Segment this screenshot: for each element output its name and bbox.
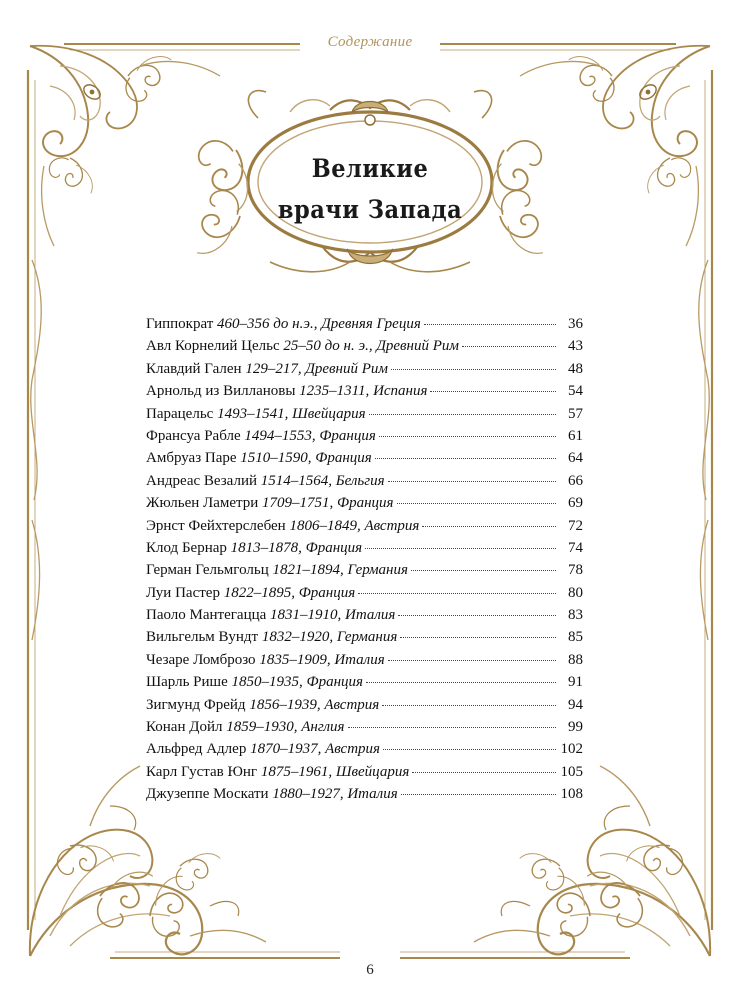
toc-entry-place: Германия: [336, 629, 398, 646]
toc-entry-page: 105: [560, 763, 583, 780]
toc-entry-years: 1235–1311,: [299, 383, 370, 400]
toc-entry-page: 61: [568, 427, 583, 444]
toc-entry-leader: [398, 615, 556, 616]
toc-entry-years: 1875–1961,: [260, 763, 333, 780]
toc-entry-place: Древний Рим: [376, 338, 459, 355]
toc-entry-name: Арнольд из Виллановы: [146, 383, 296, 400]
toc-entry-leader: [388, 660, 556, 661]
toc-entry-years: 1859–1930,: [226, 719, 298, 736]
toc-entry-page: 54: [568, 383, 583, 400]
toc-entry-page: 36: [568, 316, 583, 332]
toc-entry-place: Франция: [319, 427, 376, 444]
toc-entry-leader: [424, 324, 556, 325]
toc-entry[interactable]: [146, 383, 583, 405]
toc-entry-leader: [388, 481, 556, 482]
toc-entry-leader: [382, 705, 556, 706]
toc-entry-name: Парацельс: [146, 405, 214, 422]
toc-entry-name: Андреас Везалий: [146, 472, 257, 489]
toc-entry-place: Франция: [337, 495, 394, 512]
toc-entry-name: Вильгельм Вундт: [146, 629, 259, 646]
toc-entry-page: 80: [568, 584, 583, 601]
toc-entry-place: Швейцария: [335, 763, 410, 780]
toc-entry-years: 1514–1564,: [260, 472, 332, 489]
toc-entry-leader: [375, 458, 556, 459]
toc-entry-place: Франция: [306, 674, 363, 691]
page-number: 6: [366, 962, 374, 978]
toc-entry-leader: [422, 526, 556, 527]
toc-entry-page: 48: [568, 360, 583, 377]
toc-entry-leader: [348, 727, 557, 728]
toc-entry-name: Конан Дойл: [146, 719, 223, 736]
toc-entry-place: Древний Рим: [305, 360, 388, 377]
toc-entry-page: 85: [568, 629, 583, 646]
toc-entry[interactable]: [146, 786, 583, 808]
toc-entry[interactable]: [146, 607, 583, 629]
toc-entry-page: 91: [568, 674, 583, 691]
toc-entry[interactable]: [146, 428, 583, 450]
toc-entry-page: 74: [568, 539, 583, 556]
toc-entry-years: 1832–1920,: [261, 629, 334, 646]
toc-entry-place: Франция: [305, 539, 363, 556]
table-of-contents: [146, 316, 583, 809]
toc-entry-leader: [400, 637, 556, 638]
toc-entry-page: 83: [568, 607, 583, 624]
page-title: [270, 148, 470, 230]
toc-entry-place: Испания: [373, 383, 428, 400]
toc-entry-place: Италия: [334, 651, 385, 668]
toc-entry[interactable]: [146, 585, 583, 607]
toc-entry-place: Австрия: [324, 696, 380, 713]
toc-entry-place: Англия: [301, 719, 345, 736]
toc-entry-name: Франсуа Рабле: [146, 427, 241, 444]
toc-entry-leader: [412, 772, 556, 773]
toc-entry-page: 88: [568, 651, 583, 668]
toc-entry-page: 57: [568, 405, 583, 422]
toc-entry[interactable]: [146, 741, 583, 763]
running-head: Содержание: [327, 34, 413, 50]
toc-entry-leader: [397, 503, 556, 504]
toc-entry-page: 78: [568, 562, 583, 579]
toc-entry-leader: [430, 391, 556, 392]
toc-entry-leader: [379, 436, 556, 437]
toc-entry-years: 1856–1939,: [249, 696, 321, 713]
toc-entry-years: 1880–1927,: [272, 786, 344, 803]
toc-entry-place: Франция: [298, 584, 356, 601]
toc-entry-years: 1806–1849,: [289, 517, 361, 534]
toc-entry-leader: [383, 749, 556, 750]
toc-entry-years: 1709–1751,: [262, 495, 334, 512]
toc-entry[interactable]: [146, 495, 583, 517]
toc-entry-name: Клод Бернар: [146, 539, 227, 556]
toc-entry-years: 1494–1553,: [244, 427, 316, 444]
toc-entry-page: 102: [560, 741, 583, 758]
toc-entry-place: Бельгия: [335, 472, 385, 489]
toc-entry-leader: [462, 346, 556, 347]
toc-entry[interactable]: [146, 338, 583, 360]
title-line-2: врачи Запада: [277, 195, 463, 224]
toc-entry[interactable]: [146, 697, 583, 719]
toc-entry[interactable]: [146, 562, 583, 584]
toc-entry-years: 1821–1894,: [272, 562, 344, 579]
toc-entry-place: Италия: [347, 786, 398, 803]
toc-entry-page: 43: [568, 338, 583, 355]
toc-entry-years: 1822–1895,: [223, 584, 295, 601]
toc-entry-name: Эрнст Фейхтерслебен: [146, 517, 286, 534]
toc-entry-name: Шарль Рише: [146, 674, 228, 691]
toc-entry-name: Джузеппе Москати: [146, 786, 269, 803]
toc-entry-place: Франция: [315, 450, 372, 467]
toc-entry-name: Герман Гельмгольц: [146, 562, 269, 579]
toc-entry-name: Гиппократ: [146, 316, 214, 332]
toc-entry[interactable]: [146, 674, 583, 696]
toc-entry[interactable]: [146, 406, 583, 428]
toc-entry-place: Австрия: [325, 741, 381, 758]
toc-entry-page: 64: [568, 450, 583, 467]
title-line-1: Великие: [311, 154, 429, 183]
toc-entry-years: 129–217,: [245, 360, 302, 377]
toc-entry-page: 69: [568, 495, 583, 512]
toc-entry-name: Амбруаз Паре: [146, 450, 237, 467]
toc-entry[interactable]: [146, 764, 583, 786]
toc-entry-name: Жюльен Ламетри: [146, 495, 259, 512]
toc-entry[interactable]: [146, 540, 583, 562]
toc-entry-years: 1850–1935,: [231, 674, 303, 691]
toc-entry-years: 460–356 до н.э.,: [217, 316, 318, 332]
toc-entry-page: 66: [568, 472, 583, 489]
toc-entry-leader: [391, 369, 556, 370]
toc-entry-leader: [365, 548, 556, 549]
toc-entry[interactable]: [146, 629, 583, 651]
toc-entry-page: 72: [568, 517, 583, 534]
toc-entry-years: 1493–1541,: [217, 405, 289, 422]
toc-entry-years: 25–50 до н. э.,: [283, 338, 373, 355]
toc-entry-page: 94: [568, 696, 583, 713]
toc-entry-years: 1831–1910,: [270, 607, 342, 624]
toc-entry-place: Австрия: [364, 517, 420, 534]
toc-entry-place: Германия: [347, 562, 408, 579]
toc-entry-name: Клавдий Гален: [146, 360, 242, 377]
toc-entry-years: 1870–1937,: [250, 741, 322, 758]
toc-entry-leader: [369, 414, 556, 415]
toc-entry-leader: [366, 682, 556, 683]
toc-entry-place: Древняя Греция: [321, 316, 421, 332]
toc-entry-name: Карл Густав Юнг: [146, 763, 258, 780]
toc-entry[interactable]: [146, 450, 583, 472]
toc-entry[interactable]: [146, 652, 583, 674]
toc-entry-name: Луи Пастер: [146, 584, 220, 601]
toc-entry-name: Авл Корнелий Цельс: [146, 338, 280, 355]
toc-entry[interactable]: [146, 316, 583, 338]
toc-entry-leader: [401, 794, 556, 795]
toc-entry-name: Чезаре Ломброзо: [146, 651, 256, 668]
corner-ornament-top-left: [30, 46, 220, 246]
toc-entry-place: Швейцария: [292, 405, 366, 422]
toc-entry-place: Италия: [345, 607, 396, 624]
toc-entry-page: 99: [568, 719, 583, 736]
toc-entry[interactable]: [146, 473, 583, 495]
corner-ornament-top-right: [520, 46, 710, 246]
toc-entry-leader: [411, 570, 556, 571]
toc-entry[interactable]: [146, 719, 583, 741]
toc-entry-leader: [358, 593, 556, 594]
toc-entry-years: 1835–1909,: [259, 651, 331, 668]
toc-entry-name: Альфред Адлер: [146, 741, 247, 758]
toc-entry-years: 1813–1878,: [230, 539, 302, 556]
toc-entry[interactable]: [146, 361, 583, 383]
toc-entry-name: Паоло Мантегацца: [146, 607, 267, 624]
toc-entry-name: Зигмунд Фрейд: [146, 696, 246, 713]
toc-entry-page: 108: [560, 786, 583, 803]
toc-entry-years: 1510–1590,: [240, 450, 312, 467]
toc-entry[interactable]: [146, 518, 583, 540]
